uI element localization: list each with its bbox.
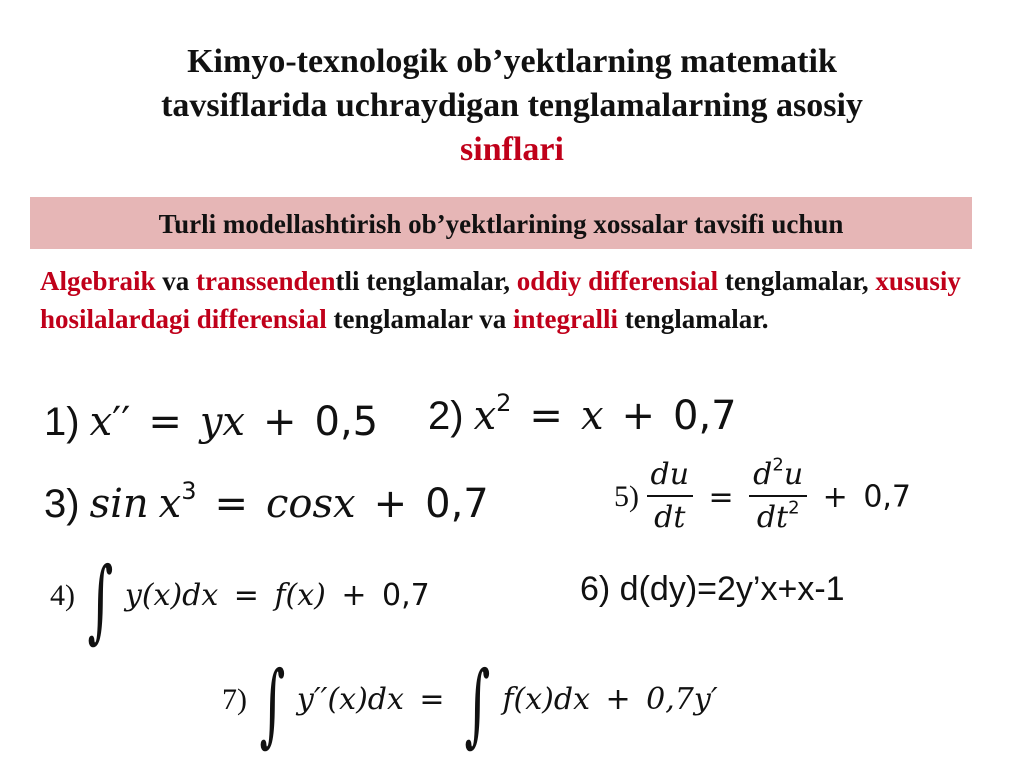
para-term-algebraic: Algebraik (40, 266, 156, 296)
fraction-numerator: du (647, 455, 694, 497)
math-var: x (473, 393, 497, 439)
math-operator: = (214, 481, 249, 527)
math-var: x (158, 481, 182, 527)
integral-sign: ∫ (259, 652, 285, 757)
fraction-denominator: dt (654, 500, 686, 535)
math-operator: = (233, 578, 259, 613)
fraction-denominator (749, 497, 807, 539)
math-expr: 0,7y′ (646, 682, 718, 717)
integral-sign: ∫ (464, 652, 491, 757)
math-operator: = (529, 393, 563, 439)
title-line-1: Kimyo-texnologik ob’yektlarning matematik (187, 43, 837, 80)
math-expr: f(x) (274, 578, 326, 613)
equation-3 (44, 477, 489, 527)
math-operator: + (822, 479, 848, 515)
section-banner: Turli modellashtirish ob’yektlarining xossalar tavsifi uchun (30, 197, 972, 249)
math-expr: cosx (266, 481, 356, 527)
equation-label: 4) (50, 579, 75, 612)
math-operator: = (148, 399, 182, 445)
math-number: 0,7 (425, 481, 489, 527)
para-text: va (155, 266, 197, 296)
equation-7 (222, 652, 718, 757)
math-var: x (89, 399, 113, 445)
math-expr: y(x)dx (124, 578, 219, 613)
equation-5 (614, 455, 911, 539)
math-var: x (580, 393, 604, 439)
math-operator: + (341, 578, 367, 613)
para-term-pde: xususiy hosilalardagi differensial (40, 266, 961, 334)
fraction-du-dt (647, 455, 694, 539)
math-var: d (753, 457, 773, 492)
math-exponent: 2 (496, 389, 512, 417)
equation-label: 7) (222, 683, 247, 716)
equation-6: 6) d(dy)=2y’x+x-1 (580, 570, 845, 608)
math-var: dt (756, 500, 789, 535)
equation-label: 5) (614, 480, 639, 513)
math-prime: ′′ (112, 399, 131, 445)
equation-2 (428, 389, 737, 439)
math-var: u (783, 457, 804, 492)
para-term-integral: integralli (513, 304, 618, 334)
para-text: tli tenglamalar, (335, 266, 517, 296)
para-text: tenglamalar. (618, 304, 769, 334)
fraction-d2u-dt2 (749, 455, 807, 539)
equation-label: 3) (44, 482, 80, 526)
math-operator: + (605, 682, 631, 717)
para-text: tenglamalar, (718, 266, 876, 296)
math-expr: f(x)dx (502, 682, 591, 717)
math-operator: = (708, 479, 734, 515)
integral-sign: ∫ (87, 548, 113, 653)
para-text: tenglamalar va (326, 304, 514, 334)
math-operator: + (373, 481, 408, 527)
slide-title (60, 40, 964, 172)
math-expr: y′′(x)dx (296, 682, 404, 717)
math-exponent: 3 (181, 477, 197, 505)
title-line-3: sinflari (460, 131, 564, 168)
math-number: 0,5 (314, 399, 379, 445)
math-number: 0,7 (673, 393, 737, 439)
math-operator: + (262, 399, 297, 445)
equation-label: 2) (428, 394, 464, 438)
math-func: sin (89, 481, 149, 527)
equation-label: 1) (44, 400, 80, 444)
description-paragraph (40, 262, 990, 338)
equation-1 (44, 398, 378, 445)
title-line-2: tavsiflarida uchraydigan tenglamalarning asosiy (161, 87, 863, 124)
math-operator: + (621, 393, 656, 439)
math-number: 0,7 (382, 578, 430, 613)
para-term-transcendent: transsenden (196, 266, 336, 296)
fraction-numerator (749, 455, 807, 497)
math-exponent: 2 (788, 497, 800, 519)
equation-4 (50, 548, 430, 653)
math-operator: = (419, 682, 445, 717)
math-exponent: 2 (772, 454, 784, 476)
math-number: 0,7 (863, 479, 912, 515)
para-term-ode: oddiy differensial (516, 266, 719, 296)
math-expr: yx (199, 399, 245, 445)
